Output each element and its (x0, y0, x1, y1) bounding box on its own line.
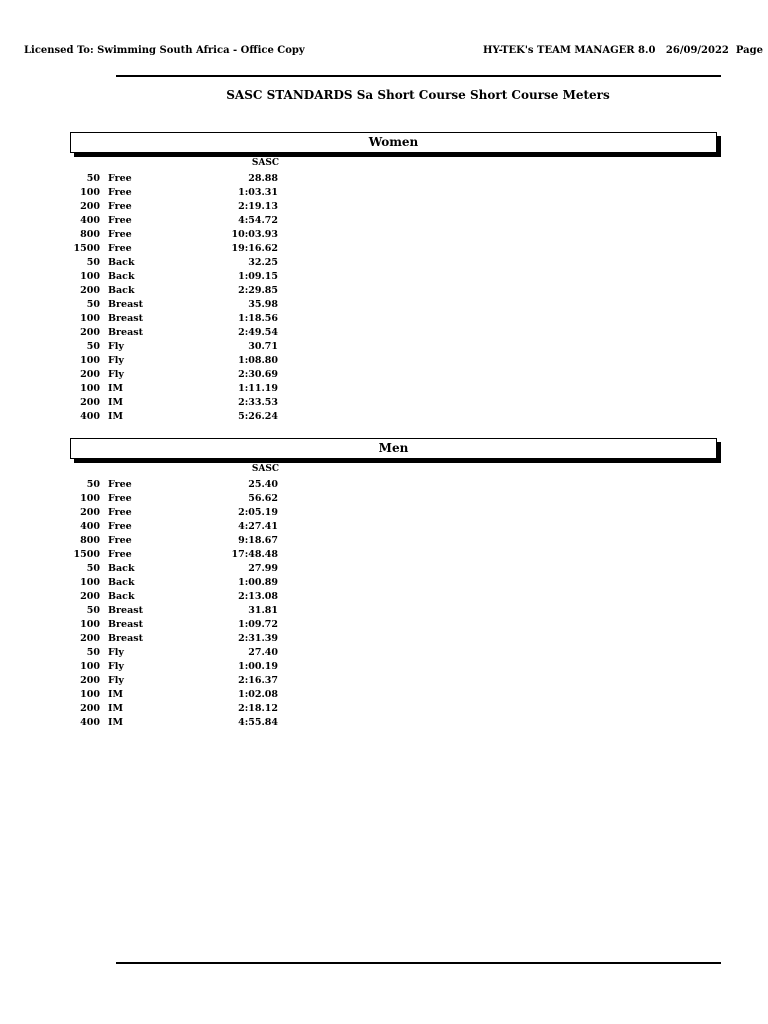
event-distance: 50 (86, 173, 100, 184)
standard-time: 1:03.31 (238, 187, 278, 198)
table-row (0, 576, 768, 590)
table-row (0, 382, 768, 396)
standard-time: 1:00.89 (238, 577, 278, 588)
table-row (0, 548, 768, 562)
table-row (0, 368, 768, 382)
event-stroke: Free (108, 507, 132, 518)
event-stroke: Fly (108, 341, 124, 352)
event-stroke: Breast (108, 633, 143, 644)
column-header-sasc: SASC (251, 464, 279, 474)
table-row (0, 688, 768, 702)
table-row (0, 562, 768, 576)
event-stroke: IM (108, 717, 123, 728)
standard-time: 2:18.12 (238, 703, 278, 714)
event-distance: 100 (80, 619, 100, 630)
event-stroke: Back (108, 271, 135, 282)
event-stroke: Breast (108, 605, 143, 616)
event-stroke: Fly (108, 369, 124, 380)
table-row (0, 200, 768, 214)
event-distance: 100 (80, 577, 100, 588)
table-row (0, 646, 768, 660)
event-distance: 200 (80, 507, 100, 518)
table-row (0, 520, 768, 534)
standard-time: 10:03.93 (231, 229, 278, 240)
standard-time: 2:29.85 (238, 285, 278, 296)
standard-time: 4:27.41 (238, 521, 278, 532)
event-stroke: Free (108, 201, 132, 212)
table-row (0, 172, 768, 186)
report-date: 26/09/2022 (665, 45, 729, 56)
event-distance: 100 (80, 661, 100, 672)
standard-time: 2:30.69 (238, 369, 278, 380)
column-header-sasc: SASC (251, 158, 279, 168)
event-stroke: Back (108, 591, 135, 602)
standard-time: 27.40 (248, 647, 278, 658)
event-stroke: Fly (108, 661, 124, 672)
event-distance: 200 (80, 327, 100, 338)
standard-time: 1:11.19 (238, 383, 278, 394)
standard-time: 1:08.80 (238, 355, 278, 366)
standard-time: 1:09.72 (238, 619, 278, 630)
table-row (0, 354, 768, 368)
standard-time: 25.40 (248, 479, 278, 490)
table-row (0, 214, 768, 228)
event-stroke: Free (108, 549, 132, 560)
event-stroke: Fly (108, 355, 124, 366)
page-title: SASC STANDARDS Sa Short Course Short Course Meters (226, 88, 610, 102)
event-distance: 100 (80, 271, 100, 282)
table-row (0, 716, 768, 730)
event-distance: 800 (80, 229, 100, 240)
event-stroke: Breast (108, 313, 143, 324)
page-label: Page (735, 45, 763, 56)
event-distance: 100 (80, 187, 100, 198)
event-distance: 100 (80, 383, 100, 394)
event-stroke: Free (108, 243, 132, 254)
event-distance: 100 (80, 689, 100, 700)
event-distance: 200 (80, 397, 100, 408)
event-stroke: Breast (108, 619, 143, 630)
event-stroke: IM (108, 397, 123, 408)
table-row (0, 410, 768, 424)
event-distance: 400 (80, 717, 100, 728)
event-stroke: IM (108, 383, 123, 394)
table-row (0, 492, 768, 506)
standard-time: 1:00.19 (238, 661, 278, 672)
event-distance: 800 (80, 535, 100, 546)
event-stroke: Free (108, 535, 132, 546)
table-row (0, 632, 768, 646)
table-row (0, 534, 768, 548)
event-stroke: IM (108, 689, 123, 700)
event-stroke: Back (108, 563, 135, 574)
table-row (0, 228, 768, 242)
event-stroke: Free (108, 493, 132, 504)
event-stroke: Breast (108, 327, 143, 338)
event-distance: 200 (80, 285, 100, 296)
event-distance: 200 (80, 703, 100, 714)
table-row (0, 340, 768, 354)
standard-time: 1:02.08 (238, 689, 278, 700)
license-text: Licensed To: Swimming South Africa - Office Copy (24, 45, 305, 56)
report-software-date (483, 45, 763, 56)
event-distance: 1500 (73, 549, 100, 560)
event-distance: 200 (80, 633, 100, 644)
standard-time: 28.88 (248, 173, 278, 184)
software-name: HY-TEK's TEAM MANAGER 8.0 (483, 45, 656, 56)
event-distance: 100 (80, 313, 100, 324)
event-distance: 200 (80, 675, 100, 686)
standard-time: 2:33.53 (238, 397, 278, 408)
standard-time: 5:26.24 (238, 411, 278, 422)
event-distance: 50 (86, 563, 100, 574)
table-row (0, 270, 768, 284)
section-header: Women (70, 132, 717, 153)
standard-time: 2:05.19 (238, 507, 278, 518)
standard-time: 35.98 (248, 299, 278, 310)
table-row (0, 298, 768, 312)
event-distance: 50 (86, 299, 100, 310)
standard-time: 2:49.54 (238, 327, 278, 338)
table-row (0, 702, 768, 716)
standard-time: 30.71 (248, 341, 278, 352)
table-row (0, 186, 768, 200)
event-distance: 200 (80, 591, 100, 602)
standard-time: 31.81 (248, 605, 278, 616)
table-row (0, 326, 768, 340)
table-row (0, 396, 768, 410)
table-row (0, 312, 768, 326)
event-stroke: Free (108, 479, 132, 490)
standard-time: 19:16.62 (231, 243, 278, 254)
event-distance: 100 (80, 493, 100, 504)
standard-time: 17:48.48 (231, 549, 278, 560)
standard-time: 2:31.39 (238, 633, 278, 644)
table-row (0, 242, 768, 256)
event-stroke: Breast (108, 299, 143, 310)
table-row (0, 284, 768, 298)
event-stroke: IM (108, 703, 123, 714)
footer-rule (116, 962, 721, 964)
standard-time: 2:19.13 (238, 201, 278, 212)
event-distance: 200 (80, 369, 100, 380)
standard-time: 56.62 (248, 493, 278, 504)
table-row (0, 604, 768, 618)
event-distance: 50 (86, 647, 100, 658)
event-distance: 400 (80, 521, 100, 532)
event-distance: 200 (80, 201, 100, 212)
table-row (0, 506, 768, 520)
table-row (0, 590, 768, 604)
standard-time: 2:16.37 (238, 675, 278, 686)
event-distance: 1500 (73, 243, 100, 254)
event-distance: 50 (86, 479, 100, 490)
event-stroke: Free (108, 187, 132, 198)
standard-time: 1:18.56 (238, 313, 278, 324)
header-rule (116, 75, 721, 77)
table-row (0, 256, 768, 270)
event-stroke: Free (108, 521, 132, 532)
section-header: Men (70, 438, 717, 459)
event-distance: 50 (86, 257, 100, 268)
event-stroke: Back (108, 257, 135, 268)
standard-time: 27.99 (248, 563, 278, 574)
event-distance: 100 (80, 355, 100, 366)
event-stroke: Back (108, 577, 135, 588)
event-distance: 50 (86, 605, 100, 616)
standard-time: 4:54.72 (238, 215, 278, 226)
event-stroke: Fly (108, 647, 124, 658)
table-row (0, 674, 768, 688)
table-row (0, 618, 768, 632)
event-distance: 50 (86, 341, 100, 352)
event-stroke: IM (108, 411, 123, 422)
table-row (0, 478, 768, 492)
event-stroke: Fly (108, 675, 124, 686)
table-row (0, 660, 768, 674)
standard-time: 1:09.15 (238, 271, 278, 282)
standard-time: 2:13.08 (238, 591, 278, 602)
event-stroke: Free (108, 215, 132, 226)
standard-time: 9:18.67 (238, 535, 278, 546)
event-distance: 400 (80, 215, 100, 226)
event-stroke: Back (108, 285, 135, 296)
event-stroke: Free (108, 173, 132, 184)
event-stroke: Free (108, 229, 132, 240)
event-distance: 400 (80, 411, 100, 422)
standard-time: 32.25 (248, 257, 278, 268)
standard-time: 4:55.84 (238, 717, 278, 728)
